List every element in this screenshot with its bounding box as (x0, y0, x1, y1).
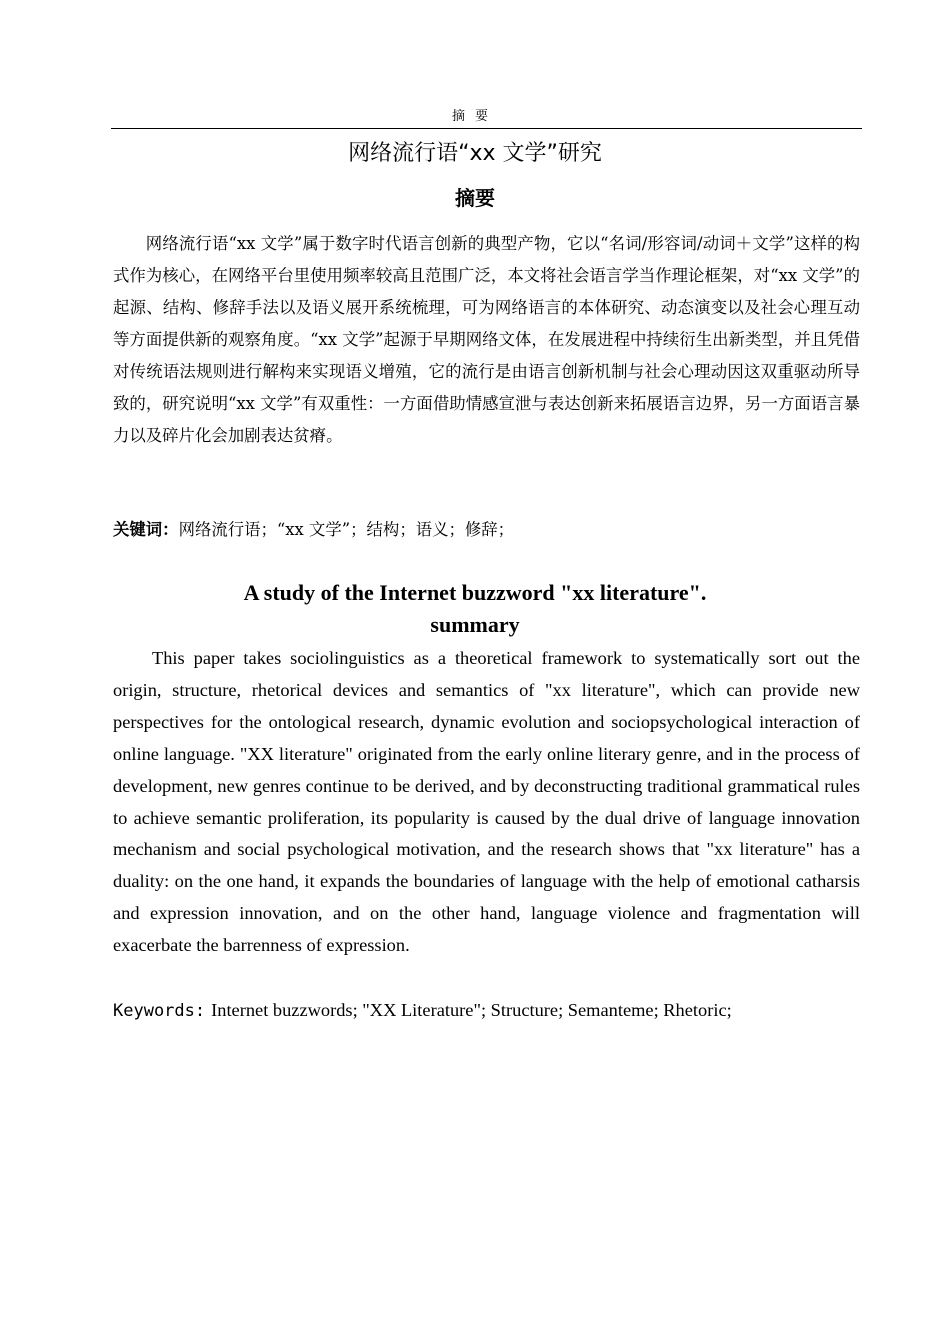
english-abstract-heading: summary (430, 612, 520, 637)
chinese-keywords (113, 514, 860, 546)
english-title: A study of the Internet buzzword "xx literature". (243, 580, 707, 605)
english-keywords (113, 994, 860, 1027)
running-header: 摘要 (451, 109, 498, 124)
chinese-title: 网络流行语“xx 文学”研究 (348, 141, 602, 166)
english-keywords-label: Keywords: (113, 1001, 206, 1021)
chinese-abstract-heading: 摘要 (455, 186, 495, 210)
english-abstract-text: This paper takes sociolinguistics as a theoretical framework to systematically sort out the origin, structure, rhetorical devices and semantics of "xx literature", which can provide new perspectives for the ontological research, dynamic evolution and sociopsychological interaction of online language. "XX literature" originated from the early online literary genre, and in the process of development, new genres continue to be derived, and by deconstructing traditional grammatical rules to achieve semantic proliferation, its popularity is caused by the dual drive of language innovation mechanism and social psychological motivation, and the research shows that "xx literature" has a duality: on the one hand, it expands the boundaries of language with the help of emotional catharsis and expression innovation, and on the other hand, language violence and fragmentation will exacerbate the barrenness of expression. (113, 648, 860, 956)
header-rule (111, 128, 862, 129)
chinese-abstract-text: 网络流行语“xx 文学”属于数字时代语言创新的典型产物，它以“名词/形容词/动词＋文学”这样的构式作为核心，在网络平台里使用频率较高且范围广泛，本文将社会语言学当作理论框架，对“xx 文学”的起源、结构、修辞手法以及语义展开系统梳理，可为网络语言的本体研究、动态演变以及社会心理互动等方面提供新的观察角度。“xx 文学”起源于早期网络文体，在发展进程中持续衍生出新类型，并且凭借对传统语法规则进行解构来实现语义增殖，它的流行是由语言创新机制与社会心理动因这双重驱动所导致的，研究说明“xx 文学”有双重性：一方面借助情感宣泄与表达创新来拓展语言边界，另一方面语言暴力以及碎片化会加剧表达贫瘠。 (113, 234, 860, 445)
chinese-keywords-list: 网络流行语；“xx 文学”；结构；语义；修辞； (178, 520, 515, 539)
english-keywords-list: Internet buzzwords; "XX Literature"; Structure; Semanteme; Rhetoric; (211, 1000, 732, 1020)
chinese-keywords-label: 关键词： (113, 520, 179, 539)
